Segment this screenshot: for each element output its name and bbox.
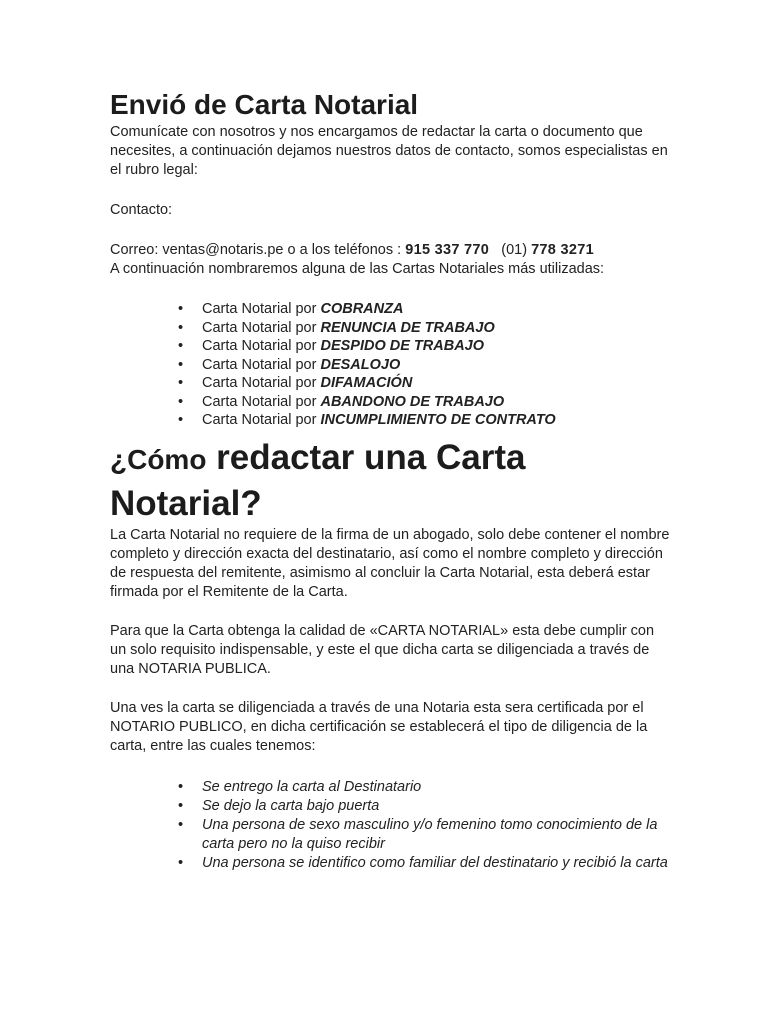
list-item: • Una persona de sexo masculino y/o femenino tomo conocimiento de la carta pero no la quiso recibir <box>178 816 658 852</box>
phone-2: 778 3271 <box>531 242 594 258</box>
list-item: • Una persona se identifico como familiar del destinatario y recibió la carta <box>178 854 668 871</box>
list-item: • Se entrego la carta al Destinatario <box>178 778 422 795</box>
bullet-icon: • <box>178 816 184 833</box>
carta-types-list <box>110 300 670 430</box>
contact-line <box>110 241 670 260</box>
bullet-icon: • <box>178 393 184 410</box>
intro-paragraph: Comunícate con nosotros y nos encargamos de redactar la carta o documento que necesites, a continuación dejamos nuestros datos de contacto, somos especialistas en el rubro legal: <box>110 124 668 178</box>
contact-label: Contacto: <box>110 202 173 218</box>
list-item: • Carta Notarial por RENUNCIA DE TRABAJO <box>178 319 495 336</box>
list-item: • Carta Notarial por DESPIDO DE TRABAJO <box>178 338 485 354</box>
phone-1: 915 337 770 <box>405 242 490 258</box>
bullet-icon: • <box>178 356 184 373</box>
list-item: • Se dejo la carta bajo puerta <box>178 797 380 814</box>
bullet-icon: • <box>178 778 184 795</box>
diligencias-list <box>110 778 670 873</box>
phone-2-prefix: (01) <box>489 242 532 258</box>
section-title-envio: Envió de Carta Notarial <box>110 89 419 120</box>
section-title-como-redactar: ¿Cómo redactar una Carta Notarial? <box>110 437 526 523</box>
list-item: • Carta Notarial por COBRANZA <box>178 301 404 317</box>
bullet-icon: • <box>178 319 184 336</box>
paragraph-certificacion: Una ves la carta se diligenciada a través de una Notaria esta sera certificada por el NOTARIO PUBLICO, en dicha certificación se establecerá el tipo de diligencia de la carta, entre las cuales tenemos: <box>110 699 648 754</box>
list-item: • Carta Notarial por ABANDONO DE TRABAJO <box>178 393 505 410</box>
bullet-icon: • <box>178 338 184 354</box>
paragraph-calidad: Para que la Carta obtenga la calidad de «CARTA NOTARIAL» esta debe cumplir con un solo requisito indispensable, y este el que dicha carta se diligenciada a través de una NOTARIA PUBLICA. <box>110 622 655 677</box>
document-page <box>110 88 670 873</box>
list-item: • Carta Notarial por DESALOJO <box>178 356 401 373</box>
list-intro: A continuación nombraremos alguna de las Cartas Notariales más utilizadas: <box>110 261 605 277</box>
paragraph-requisitos: La Carta Notarial no requiere de la firma de un abogado, solo debe contener el nombre completo y dirección exacta del destinatario, así como el nombre completo y dirección de respuesta del remitente, asimismo al concluir la Carta Notarial, esta deberá estar firmada por el Remitente de la Carta. <box>110 526 670 600</box>
list-item: • Carta Notarial por DIFAMACIÓN <box>178 375 413 391</box>
email-text: Correo: ventas@notaris.pe o a los teléfonos : <box>110 242 406 258</box>
bullet-icon: • <box>178 412 184 428</box>
list-item: • Carta Notarial por INCUMPLIMIENTO DE CONTRATO <box>178 412 556 428</box>
bullet-icon: • <box>178 301 184 317</box>
bullet-icon: • <box>178 854 184 871</box>
bullet-icon: • <box>178 375 184 391</box>
bullet-icon: • <box>178 797 184 814</box>
